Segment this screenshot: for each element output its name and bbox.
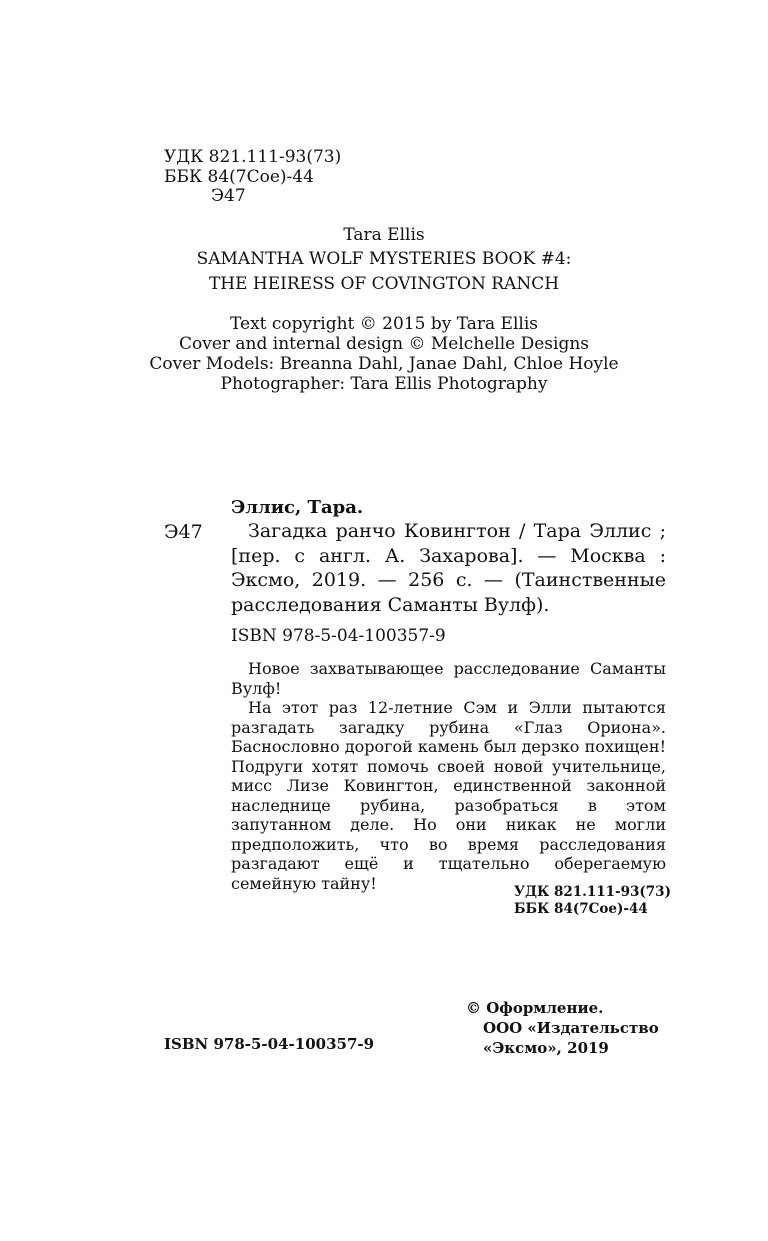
credit-photographer: Photographer: Tara Ellis Photography [220, 374, 548, 394]
credit-models: Cover Models: Breanna Dahl, Janae Dahl, Chloe Hoyle [149, 354, 619, 374]
bibliographic-author-heading: Эллис, Тара. [231, 497, 364, 518]
annotation-paragraph-2: На этот раз 12-летние Сэм и Элли пытаются разгадать загадку рубина «Глаз Ориона». Баснословно дорогой камень был дерзко похищен! Подруги хотят помочь своей новой учительнице, мисс Лизе Ковингтон, единственной законной наследнице рубина, разобраться в этом запутанном деле. Но они никак не могли предположить, что во время расследования разгадают ещё и тщательно оберегаемую семейную тайну! [231, 698, 666, 893]
udk-code: УДК 821.111-93(73) [164, 147, 342, 167]
classification-codes [514, 884, 671, 918]
original-series-title: SAMANTHA WOLF MYSTERIES BOOK #4: [196, 249, 572, 269]
bbk-code: ББК 84(7Сое)-44 [164, 166, 314, 187]
annotation-block [231, 659, 666, 893]
copyright-line-1: © Оформление. [466, 999, 604, 1017]
header-classification-codes [164, 148, 341, 207]
credit-design: Cover and internal design © Melchelle Designs [178, 334, 590, 354]
bibliographic-description-text: Загадка ранчо Ковингтон / Тара Эллис ; [пер. с англ. А. Захарова]. — Москва : Эксмо, 2019. — 256 с. — (Таинственные расследования Саманты Вулф). [231, 520, 666, 616]
copyright-line-2: ООО «Издательство [483, 1019, 659, 1037]
bibliographic-code: Э47 [164, 521, 203, 543]
udk-code-2: УДК 821.111-93(73) [514, 884, 671, 900]
credit-text-copyright: Text copyright © 2015 by Tara Ellis [229, 314, 538, 334]
bbk-code-2: ББК 84(7Сое)-44 [514, 901, 648, 917]
copyright-block [466, 998, 659, 1058]
original-author: Tara Ellis [343, 225, 425, 245]
annotation-paragraph-1: Новое захватывающее расследование Саманты Вулф! [231, 659, 666, 698]
original-book-title: THE HEIRESS OF COVINGTON RANCH [208, 274, 560, 294]
author-mark: Э47 [211, 186, 246, 206]
copyright-line-3: «Эксмо», 2019 [483, 1039, 609, 1057]
credits-block [0, 314, 768, 394]
bibliographic-description [231, 519, 666, 617]
footer-isbn: ISBN 978-5-04-100357-9 [164, 1035, 375, 1053]
bibliographic-isbn: ISBN 978-5-04-100357-9 [231, 626, 446, 646]
